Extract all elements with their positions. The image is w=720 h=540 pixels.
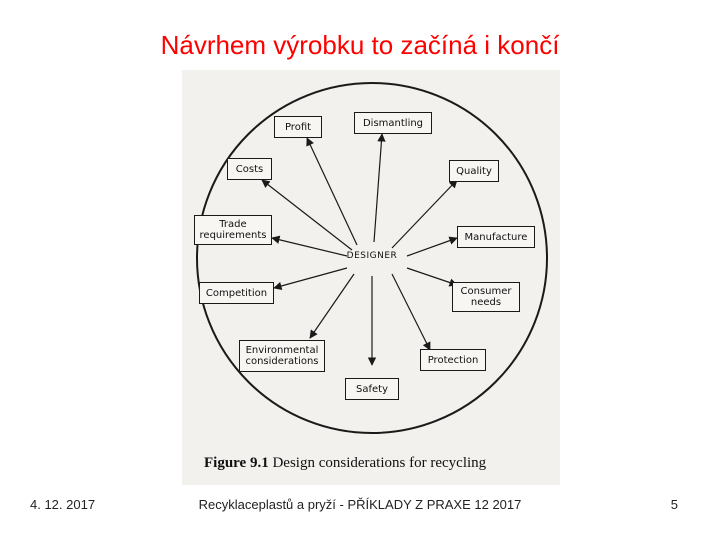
figure-number: Figure 9.1: [204, 455, 269, 471]
node-protection: Protection: [420, 349, 486, 371]
footer-center: Recyklaceplastů a pryží - PŘÍKLADY Z PRAXE 12 2017: [198, 497, 522, 512]
node-quality: Quality: [449, 160, 499, 182]
arrow-protection: [392, 274, 430, 350]
arrow-manufacture: [407, 238, 457, 256]
diagram-figure: [182, 70, 560, 485]
node-trade-requirements: Trade requirements: [194, 215, 272, 245]
node-profit: Profit: [274, 116, 322, 138]
arrow-competition: [274, 268, 347, 288]
arrow-consumer: [407, 268, 457, 285]
slide-title: Návrhem výrobku to začíná i končí: [160, 30, 560, 60]
node-safety: Safety: [345, 378, 399, 400]
arrow-quality: [392, 180, 457, 248]
footer-page-number: 5: [670, 497, 678, 512]
arrow-dismantling: [374, 134, 382, 242]
arrow-environmental: [310, 274, 354, 338]
footer-date: 4. 12. 2017: [30, 497, 96, 512]
node-manufacture: Manufacture: [457, 226, 535, 248]
node-costs: Costs: [227, 158, 272, 180]
node-environmental-considerations: Environmental considerations: [239, 340, 325, 372]
node-dismantling: Dismantling: [354, 112, 432, 134]
designer-label: DESIGNER: [346, 251, 398, 261]
arrow-costs: [262, 180, 352, 250]
node-consumer-needs: Consumer needs: [452, 282, 520, 312]
arrow-profit: [307, 138, 357, 245]
figure-caption: [204, 455, 486, 472]
node-competition: Competition: [199, 282, 274, 304]
figure-caption-text: Design considerations for recycling: [272, 455, 487, 471]
